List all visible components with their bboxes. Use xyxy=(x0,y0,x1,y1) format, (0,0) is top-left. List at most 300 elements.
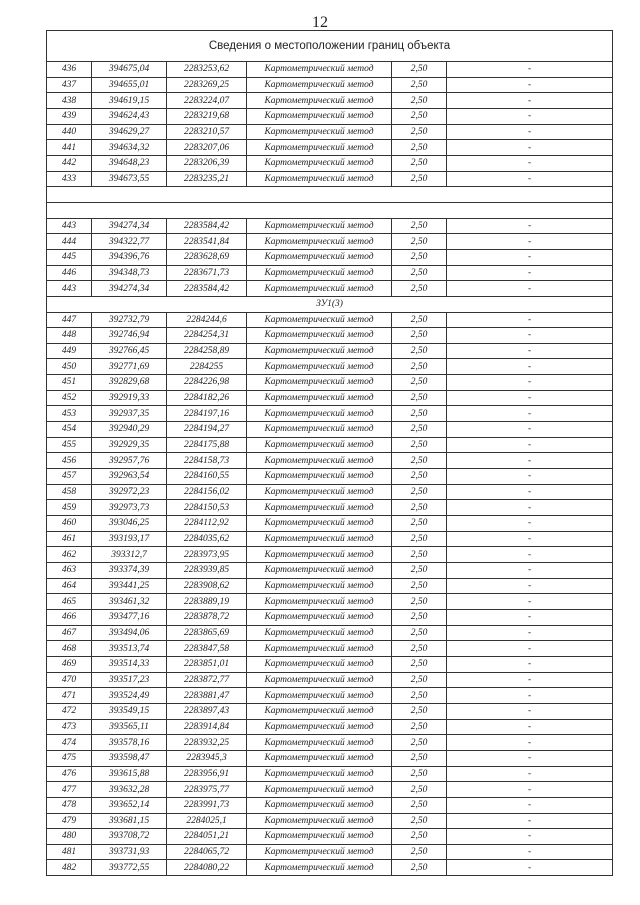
description-cell: - xyxy=(447,390,613,406)
table-row xyxy=(47,531,613,547)
y-coordinate-cell: 2284244,6 xyxy=(167,312,247,328)
accuracy-cell: 2,50 xyxy=(392,484,447,500)
table-row xyxy=(47,516,613,532)
description-cell: - xyxy=(447,375,613,391)
x-coordinate-cell: 393513,74 xyxy=(92,641,167,657)
boundary-table-container xyxy=(46,30,612,876)
y-coordinate-cell: 2283881,47 xyxy=(167,688,247,704)
accuracy-cell: 2,50 xyxy=(392,343,447,359)
method-cell: Картометрический метод xyxy=(247,390,392,406)
method-cell: Картометрический метод xyxy=(247,703,392,719)
method-cell: Картометрический метод xyxy=(247,265,392,281)
point-number-cell: 478 xyxy=(47,797,92,813)
y-coordinate-cell: 2283541,84 xyxy=(167,234,247,250)
description-cell: - xyxy=(447,343,613,359)
accuracy-cell: 2,50 xyxy=(392,359,447,375)
table-row xyxy=(47,829,613,845)
description-cell: - xyxy=(447,860,613,876)
table-row xyxy=(47,234,613,250)
method-cell: Картометрический метод xyxy=(247,422,392,438)
method-cell: Картометрический метод xyxy=(247,406,392,422)
table-row xyxy=(47,469,613,485)
x-coordinate-cell: 394648,23 xyxy=(92,155,167,171)
point-number-cell: 477 xyxy=(47,782,92,798)
table-row xyxy=(47,140,613,156)
x-coordinate-cell: 394322,77 xyxy=(92,234,167,250)
y-coordinate-cell: 2283210,57 xyxy=(167,124,247,140)
accuracy-cell: 2,50 xyxy=(392,422,447,438)
accuracy-cell: 2,50 xyxy=(392,453,447,469)
method-cell: Картометрический метод xyxy=(247,625,392,641)
x-coordinate-cell: 394274,34 xyxy=(92,218,167,234)
point-number-cell: 450 xyxy=(47,359,92,375)
point-number-cell: 453 xyxy=(47,406,92,422)
method-cell: Картометрический метод xyxy=(247,516,392,532)
description-cell: - xyxy=(447,453,613,469)
point-number-cell: 479 xyxy=(47,813,92,829)
description-cell: - xyxy=(447,703,613,719)
x-coordinate-cell: 393598,47 xyxy=(92,750,167,766)
y-coordinate-cell: 2283872,77 xyxy=(167,672,247,688)
description-cell: - xyxy=(447,797,613,813)
table-title-row xyxy=(47,31,613,62)
accuracy-cell: 2,50 xyxy=(392,265,447,281)
y-coordinate-cell: 2284156,02 xyxy=(167,484,247,500)
section-label: ЗУ1(3) xyxy=(47,296,613,312)
table-row xyxy=(47,500,613,516)
method-cell: Картометрический метод xyxy=(247,93,392,109)
table-row xyxy=(47,625,613,641)
accuracy-cell: 2,50 xyxy=(392,656,447,672)
y-coordinate-cell: 2284175,88 xyxy=(167,437,247,453)
y-coordinate-cell: 2284255 xyxy=(167,359,247,375)
separator-row xyxy=(47,202,613,218)
accuracy-cell: 2,50 xyxy=(392,829,447,845)
point-number-cell: 460 xyxy=(47,516,92,532)
method-cell: Картометрический метод xyxy=(247,609,392,625)
table-row xyxy=(47,609,613,625)
accuracy-cell: 2,50 xyxy=(392,860,447,876)
accuracy-cell: 2,50 xyxy=(392,218,447,234)
x-coordinate-cell: 392973,73 xyxy=(92,500,167,516)
description-cell: - xyxy=(447,469,613,485)
table-row xyxy=(47,93,613,109)
point-number-cell: 472 xyxy=(47,703,92,719)
description-cell: - xyxy=(447,312,613,328)
method-cell: Картометрический метод xyxy=(247,813,392,829)
x-coordinate-cell: 393046,25 xyxy=(92,516,167,532)
x-coordinate-cell: 394634,32 xyxy=(92,140,167,156)
description-cell: - xyxy=(447,578,613,594)
x-coordinate-cell: 393731,93 xyxy=(92,844,167,860)
y-coordinate-cell: 2284080,22 xyxy=(167,860,247,876)
description-cell: - xyxy=(447,328,613,344)
point-number-cell: 471 xyxy=(47,688,92,704)
x-coordinate-cell: 393524,49 xyxy=(92,688,167,704)
table-row xyxy=(47,155,613,171)
table-row xyxy=(47,453,613,469)
accuracy-cell: 2,50 xyxy=(392,171,447,187)
y-coordinate-cell: 2283219,68 xyxy=(167,108,247,124)
y-coordinate-cell: 2284065,72 xyxy=(167,844,247,860)
method-cell: Картометрический метод xyxy=(247,860,392,876)
accuracy-cell: 2,50 xyxy=(392,124,447,140)
y-coordinate-cell: 2284197,16 xyxy=(167,406,247,422)
description-cell: - xyxy=(447,563,613,579)
x-coordinate-cell: 394673,55 xyxy=(92,171,167,187)
x-coordinate-cell: 393441,25 xyxy=(92,578,167,594)
y-coordinate-cell: 2283584,42 xyxy=(167,281,247,297)
table-row xyxy=(47,281,613,297)
accuracy-cell: 2,50 xyxy=(392,641,447,657)
point-number-cell: 443 xyxy=(47,281,92,297)
y-coordinate-cell: 2283224,07 xyxy=(167,93,247,109)
accuracy-cell: 2,50 xyxy=(392,609,447,625)
method-cell: Картометрический метод xyxy=(247,469,392,485)
description-cell: - xyxy=(447,609,613,625)
x-coordinate-cell: 393549,15 xyxy=(92,703,167,719)
point-number-cell: 474 xyxy=(47,735,92,751)
y-coordinate-cell: 2284158,73 xyxy=(167,453,247,469)
accuracy-cell: 2,50 xyxy=(392,797,447,813)
table-row xyxy=(47,766,613,782)
method-cell: Картометрический метод xyxy=(247,140,392,156)
description-cell: - xyxy=(447,719,613,735)
x-coordinate-cell: 393565,11 xyxy=(92,719,167,735)
x-coordinate-cell: 394629,27 xyxy=(92,124,167,140)
accuracy-cell: 2,50 xyxy=(392,625,447,641)
y-coordinate-cell: 2283235,21 xyxy=(167,171,247,187)
accuracy-cell: 2,50 xyxy=(392,234,447,250)
x-coordinate-cell: 394619,15 xyxy=(92,93,167,109)
table-row xyxy=(47,672,613,688)
point-number-cell: 448 xyxy=(47,328,92,344)
table-row xyxy=(47,578,613,594)
description-cell: - xyxy=(447,406,613,422)
accuracy-cell: 2,50 xyxy=(392,719,447,735)
description-cell: - xyxy=(447,672,613,688)
x-coordinate-cell: 394348,73 xyxy=(92,265,167,281)
x-coordinate-cell: 392919,33 xyxy=(92,390,167,406)
x-coordinate-cell: 394655,01 xyxy=(92,77,167,93)
y-coordinate-cell: 2283956,91 xyxy=(167,766,247,782)
y-coordinate-cell: 2284112,92 xyxy=(167,516,247,532)
x-coordinate-cell: 392940,29 xyxy=(92,422,167,438)
x-coordinate-cell: 393772,55 xyxy=(92,860,167,876)
y-coordinate-cell: 2283975,77 xyxy=(167,782,247,798)
y-coordinate-cell: 2283939,85 xyxy=(167,563,247,579)
table-row xyxy=(47,265,613,281)
point-number-cell: 465 xyxy=(47,594,92,610)
table-row xyxy=(47,422,613,438)
section-row xyxy=(47,296,613,312)
table-row xyxy=(47,703,613,719)
x-coordinate-cell: 392732,79 xyxy=(92,312,167,328)
table-row xyxy=(47,484,613,500)
accuracy-cell: 2,50 xyxy=(392,249,447,265)
description-cell: - xyxy=(447,422,613,438)
description-cell: - xyxy=(447,641,613,657)
point-number-cell: 443 xyxy=(47,218,92,234)
description-cell: - xyxy=(447,531,613,547)
y-coordinate-cell: 2284194,27 xyxy=(167,422,247,438)
accuracy-cell: 2,50 xyxy=(392,672,447,688)
table-row xyxy=(47,375,613,391)
method-cell: Картометрический метод xyxy=(247,359,392,375)
y-coordinate-cell: 2283991,73 xyxy=(167,797,247,813)
accuracy-cell: 2,50 xyxy=(392,155,447,171)
point-number-cell: 468 xyxy=(47,641,92,657)
accuracy-cell: 2,50 xyxy=(392,563,447,579)
table-row xyxy=(47,359,613,375)
accuracy-cell: 2,50 xyxy=(392,375,447,391)
description-cell: - xyxy=(447,77,613,93)
x-coordinate-cell: 392957,76 xyxy=(92,453,167,469)
accuracy-cell: 2,50 xyxy=(392,140,447,156)
x-coordinate-cell: 393477,16 xyxy=(92,609,167,625)
x-coordinate-cell: 392746,94 xyxy=(92,328,167,344)
table-row xyxy=(47,797,613,813)
y-coordinate-cell: 2283206,39 xyxy=(167,155,247,171)
accuracy-cell: 2,50 xyxy=(392,750,447,766)
point-number-cell: 461 xyxy=(47,531,92,547)
point-number-cell: 482 xyxy=(47,860,92,876)
accuracy-cell: 2,50 xyxy=(392,469,447,485)
description-cell: - xyxy=(447,844,613,860)
table-row xyxy=(47,735,613,751)
x-coordinate-cell: 392829,68 xyxy=(92,375,167,391)
accuracy-cell: 2,50 xyxy=(392,437,447,453)
accuracy-cell: 2,50 xyxy=(392,594,447,610)
method-cell: Картометрический метод xyxy=(247,641,392,657)
point-number-cell: 480 xyxy=(47,829,92,845)
table-row xyxy=(47,328,613,344)
description-cell: - xyxy=(447,625,613,641)
y-coordinate-cell: 2284258,89 xyxy=(167,343,247,359)
point-number-cell: 445 xyxy=(47,249,92,265)
boundary-table-body xyxy=(47,31,613,876)
table-row xyxy=(47,782,613,798)
x-coordinate-cell: 393578,16 xyxy=(92,735,167,751)
description-cell: - xyxy=(447,750,613,766)
page-number: 12 xyxy=(312,14,328,31)
method-cell: Картометрический метод xyxy=(247,766,392,782)
point-number-cell: 459 xyxy=(47,500,92,516)
method-cell: Картометрический метод xyxy=(247,563,392,579)
method-cell: Картометрический метод xyxy=(247,437,392,453)
method-cell: Картометрический метод xyxy=(247,688,392,704)
y-coordinate-cell: 2283253,62 xyxy=(167,62,247,78)
method-cell: Картометрический метод xyxy=(247,594,392,610)
accuracy-cell: 2,50 xyxy=(392,782,447,798)
description-cell: - xyxy=(447,265,613,281)
table-row xyxy=(47,719,613,735)
method-cell: Картометрический метод xyxy=(247,375,392,391)
y-coordinate-cell: 2283584,42 xyxy=(167,218,247,234)
description-cell: - xyxy=(447,829,613,845)
table-row xyxy=(47,108,613,124)
point-number-cell: 438 xyxy=(47,93,92,109)
description-cell: - xyxy=(447,234,613,250)
point-number-cell: 456 xyxy=(47,453,92,469)
x-coordinate-cell: 392766,45 xyxy=(92,343,167,359)
table-row xyxy=(47,860,613,876)
point-number-cell: 462 xyxy=(47,547,92,563)
point-number-cell: 470 xyxy=(47,672,92,688)
accuracy-cell: 2,50 xyxy=(392,531,447,547)
method-cell: Картометрический метод xyxy=(247,249,392,265)
accuracy-cell: 2,50 xyxy=(392,703,447,719)
table-row xyxy=(47,343,613,359)
description-cell: - xyxy=(447,155,613,171)
description-cell: - xyxy=(447,171,613,187)
point-number-cell: 469 xyxy=(47,656,92,672)
point-number-cell: 437 xyxy=(47,77,92,93)
accuracy-cell: 2,50 xyxy=(392,62,447,78)
description-cell: - xyxy=(447,359,613,375)
table-row xyxy=(47,594,613,610)
table-row xyxy=(47,249,613,265)
y-coordinate-cell: 2283908,62 xyxy=(167,578,247,594)
x-coordinate-cell: 393681,15 xyxy=(92,813,167,829)
x-coordinate-cell: 393615,88 xyxy=(92,766,167,782)
separator-cell xyxy=(47,202,613,218)
method-cell: Картометрический метод xyxy=(247,735,392,751)
description-cell: - xyxy=(447,656,613,672)
description-cell: - xyxy=(447,688,613,704)
y-coordinate-cell: 2284226,98 xyxy=(167,375,247,391)
method-cell: Картометрический метод xyxy=(247,829,392,845)
accuracy-cell: 2,50 xyxy=(392,766,447,782)
table-row xyxy=(47,62,613,78)
description-cell: - xyxy=(447,594,613,610)
x-coordinate-cell: 393652,14 xyxy=(92,797,167,813)
x-coordinate-cell: 393517,23 xyxy=(92,672,167,688)
method-cell: Картометрический метод xyxy=(247,234,392,250)
y-coordinate-cell: 2283865,69 xyxy=(167,625,247,641)
table-row xyxy=(47,124,613,140)
x-coordinate-cell: 392972,23 xyxy=(92,484,167,500)
table-row xyxy=(47,312,613,328)
table-row xyxy=(47,750,613,766)
y-coordinate-cell: 2283897,43 xyxy=(167,703,247,719)
point-number-cell: 449 xyxy=(47,343,92,359)
point-number-cell: 433 xyxy=(47,171,92,187)
y-coordinate-cell: 2283628,69 xyxy=(167,249,247,265)
y-coordinate-cell: 2283914,84 xyxy=(167,719,247,735)
y-coordinate-cell: 2283671,73 xyxy=(167,265,247,281)
description-cell: - xyxy=(447,281,613,297)
x-coordinate-cell: 392771,69 xyxy=(92,359,167,375)
method-cell: Картометрический метод xyxy=(247,328,392,344)
description-cell: - xyxy=(447,484,613,500)
table-title: Сведения о местоположении границ объекта xyxy=(47,31,613,62)
accuracy-cell: 2,50 xyxy=(392,547,447,563)
method-cell: Картометрический метод xyxy=(247,218,392,234)
method-cell: Картометрический метод xyxy=(247,578,392,594)
method-cell: Картометрический метод xyxy=(247,672,392,688)
table-row xyxy=(47,688,613,704)
separator-row xyxy=(47,187,613,203)
method-cell: Картометрический метод xyxy=(247,844,392,860)
description-cell: - xyxy=(447,766,613,782)
x-coordinate-cell: 393374,39 xyxy=(92,563,167,579)
x-coordinate-cell: 394396,76 xyxy=(92,249,167,265)
description-cell: - xyxy=(447,218,613,234)
description-cell: - xyxy=(447,500,613,516)
method-cell: Картометрический метод xyxy=(247,782,392,798)
method-cell: Картометрический метод xyxy=(247,719,392,735)
x-coordinate-cell: 393494,06 xyxy=(92,625,167,641)
y-coordinate-cell: 2283889,19 xyxy=(167,594,247,610)
table-row xyxy=(47,656,613,672)
y-coordinate-cell: 2283932,25 xyxy=(167,735,247,751)
x-coordinate-cell: 394274,34 xyxy=(92,281,167,297)
x-coordinate-cell: 392963,54 xyxy=(92,469,167,485)
accuracy-cell: 2,50 xyxy=(392,93,447,109)
accuracy-cell: 2,50 xyxy=(392,735,447,751)
table-row xyxy=(47,547,613,563)
method-cell: Картометрический метод xyxy=(247,281,392,297)
point-number-cell: 473 xyxy=(47,719,92,735)
description-cell: - xyxy=(447,547,613,563)
y-coordinate-cell: 2284035,62 xyxy=(167,531,247,547)
table-row xyxy=(47,641,613,657)
y-coordinate-cell: 2284160,55 xyxy=(167,469,247,485)
table-row xyxy=(47,813,613,829)
y-coordinate-cell: 2283269,25 xyxy=(167,77,247,93)
x-coordinate-cell: 393708,72 xyxy=(92,829,167,845)
accuracy-cell: 2,50 xyxy=(392,813,447,829)
method-cell: Картометрический метод xyxy=(247,656,392,672)
method-cell: Картометрический метод xyxy=(247,171,392,187)
y-coordinate-cell: 2284150,53 xyxy=(167,500,247,516)
point-number-cell: 440 xyxy=(47,124,92,140)
point-number-cell: 463 xyxy=(47,563,92,579)
x-coordinate-cell: 394675,04 xyxy=(92,62,167,78)
table-row xyxy=(47,171,613,187)
method-cell: Картометрический метод xyxy=(247,312,392,328)
x-coordinate-cell: 393632,28 xyxy=(92,782,167,798)
description-cell: - xyxy=(447,124,613,140)
point-number-cell: 466 xyxy=(47,609,92,625)
description-cell: - xyxy=(447,437,613,453)
method-cell: Картометрический метод xyxy=(247,77,392,93)
point-number-cell: 455 xyxy=(47,437,92,453)
point-number-cell: 451 xyxy=(47,375,92,391)
x-coordinate-cell: 392929,35 xyxy=(92,437,167,453)
point-number-cell: 452 xyxy=(47,390,92,406)
description-cell: - xyxy=(447,813,613,829)
x-coordinate-cell: 393461,32 xyxy=(92,594,167,610)
y-coordinate-cell: 2283847,58 xyxy=(167,641,247,657)
description-cell: - xyxy=(447,249,613,265)
method-cell: Картометрический метод xyxy=(247,750,392,766)
boundary-table xyxy=(46,30,613,876)
x-coordinate-cell: 393514,33 xyxy=(92,656,167,672)
accuracy-cell: 2,50 xyxy=(392,77,447,93)
point-number-cell: 454 xyxy=(47,422,92,438)
description-cell: - xyxy=(447,93,613,109)
point-number-cell: 436 xyxy=(47,62,92,78)
y-coordinate-cell: 2283973,95 xyxy=(167,547,247,563)
y-coordinate-cell: 2283945,3 xyxy=(167,750,247,766)
accuracy-cell: 2,50 xyxy=(392,108,447,124)
point-number-cell: 475 xyxy=(47,750,92,766)
y-coordinate-cell: 2284051,21 xyxy=(167,829,247,845)
y-coordinate-cell: 2283851,01 xyxy=(167,656,247,672)
description-cell: - xyxy=(447,516,613,532)
